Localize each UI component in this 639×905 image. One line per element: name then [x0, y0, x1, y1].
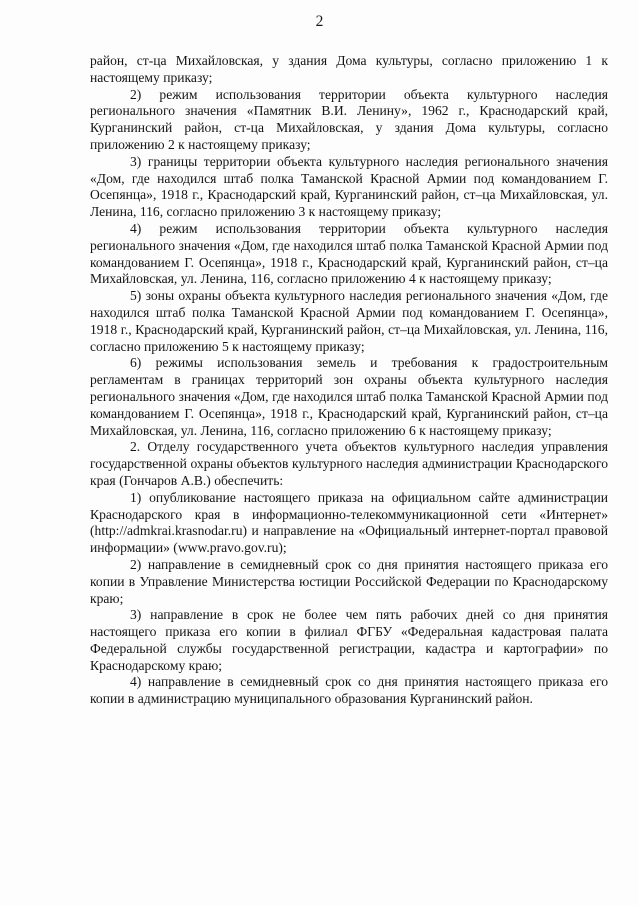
paragraph-municipal-administration-copy: 4) направление в семидневный срок со дня принятия настоящего приказа его копии в администрацию муниципального образования Курганинский район. [90, 674, 608, 707]
paragraph-item-3-territory-boundaries: 3) границы территории объекта культурного наследия регионального значения «Дом, где находился штаб полка Таманской Красной Армии под командованием Г. Осепянца», 1918 г., Краснодарский край, Курганинский район, ст–ца Михайловская, ул. Ленина, 116, согласно приложению 3 к настоящему приказу; [90, 153, 608, 220]
paragraph-item-4-territory-regime: 4) режим использования территории объекта культурного наследия регионального значения «Дом, где находился штаб полка Таманской Красной Армии под командованием Г. Осепянца», 1918 г., Краснодарский край, Курганинский район, ст–ца Михайловская, ул. Ленина, 116, согласно приложению 4 к настоящему приказу; [90, 220, 608, 287]
paragraph-cadastral-chamber-copy: 3) направление в срок не более чем пять рабочих дней со дня принятия настоящего приказа его копии в филиал ФГБУ «Федеральная кадастровая палата Федеральной службы государственной регистрации, кадастра и картографии» по Краснодарскому краю; [90, 607, 608, 673]
document-body [90, 53, 608, 708]
paragraph-continuation: район, ст-ца Михайловская, у здания Дома культуры, согласно приложению 1 к настоящему приказу; [90, 53, 608, 85]
paragraph-publication: 1) опубликование настоящего приказа на официальном сайте администрации Краснодарского края в информационно-телекоммуникационной сети «Интернет» (http://admkrai.krasnodar.ru) и направление на «Официальный интернет-портал правовой информации» (www.pravo.gov.ru); [90, 489, 608, 556]
paragraph-item-5-protection-zones: 5) зоны охраны объекта культурного наследия регионального значения «Дом, где находился штаб полка Таманской Красной Армии под командованием Г. Осепянца», 1918 г., Краснодарский край, Курганинский район, ст–ца Михайловская, ул. Ленина, 116, согласно приложению 5 к настоящему приказу; [90, 288, 608, 354]
paragraph-ministry-of-justice-copy: 2) направление в семидневный срок со дня принятия настоящего приказа его копии в Управление Министерства юстиции Российской Федерации по Краснодарскому краю; [90, 556, 608, 606]
page-number: 2 [315, 13, 324, 30]
paragraph-item-6-land-use-regimes: 6) режимы использования земель и требования к градостроительным регламентам в границах территорий зон охраны объекта культурного наследия регионального значения «Дом, где находился штаб полка Таманской Красной Армии под командованием Г. Осепянца», 1918 г., Краснодарский край, Курганинский район, ст–ца Михайловская, ул. Ленина, 116, согласно приложению 6 к настоящему приказу; [90, 355, 608, 438]
paragraph-item-2-regime-lenin-monument: 2) режим использования территории объекта культурного наследия регионального значения «Памятник В.И. Ленину», 1962 г., Краснодарский край, Курганинский район, ст-ца Михайловская, у здания Дома культуры, согласно приложению 2 к настоящему приказу; [90, 86, 608, 152]
paragraph-section-2-department-order: 2. Отделу государственного учета объектов культурного наследия управления государственной охраны объектов культурного наследия администрации Краснодарского края (Гончаров А.В.) обеспечить: [90, 439, 608, 488]
